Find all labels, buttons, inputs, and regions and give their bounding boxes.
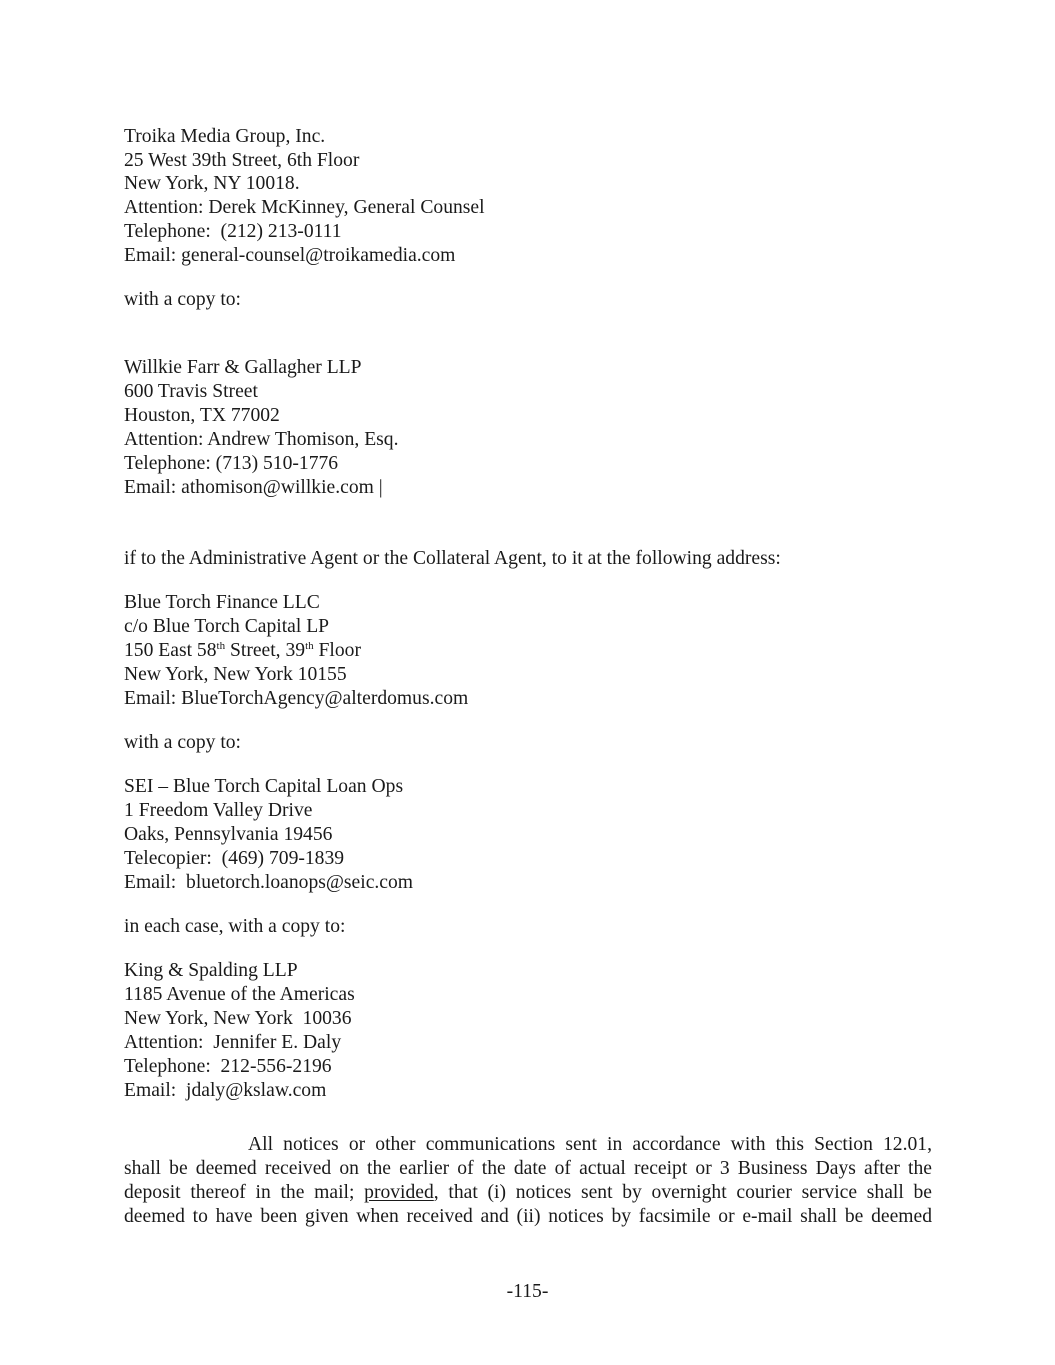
- address-line: Email: jdaly@kslaw.com: [124, 1080, 327, 1101]
- address-line: Email: athomison@willkie.com |: [124, 477, 383, 498]
- copy-label: with a copy to:: [124, 732, 241, 753]
- paragraph-line: deemed to have been given when received and (ii) notices by facsimile or e-mail shall be deemed: [124, 1206, 932, 1227]
- address-line: Oaks, Pennsylvania 19456: [124, 824, 333, 845]
- address-line: New York, New York 10155: [124, 664, 347, 685]
- text: , that (i) notices sent by overnight courier service shall be: [433, 1182, 932, 1203]
- address-line: Email: general-counsel@troikamedia.com: [124, 245, 456, 266]
- superscript: th: [305, 640, 314, 652]
- copy-label: in each case, with a copy to:: [124, 916, 346, 937]
- paragraph-line: [124, 1182, 932, 1204]
- address-line: New York, New York 10036: [124, 1008, 352, 1029]
- address-line: c/o Blue Torch Capital LP: [124, 616, 330, 637]
- address-line: Telephone: (713) 510-1776: [124, 453, 339, 474]
- text: Floor: [313, 640, 361, 661]
- address-line: Attention: Derek McKinney, General Counsel: [124, 197, 485, 218]
- address-line: Troika Media Group, Inc.: [124, 126, 326, 147]
- address-line: Attention: Andrew Thomison, Esq.: [124, 429, 399, 450]
- address-line: [124, 640, 361, 662]
- copy-label: with a copy to:: [124, 289, 241, 310]
- address-line: Telecopier: (469) 709-1839: [124, 848, 345, 869]
- text: deposit thereof in the mail;: [124, 1182, 365, 1203]
- address-line: 25 West 39th Street, 6th Floor: [124, 150, 360, 171]
- address-line: 1 Freedom Valley Drive: [124, 800, 313, 821]
- provided-term: provided: [364, 1182, 434, 1203]
- address-line: Blue Torch Finance LLC: [124, 592, 320, 613]
- text: Street, 39: [225, 640, 306, 661]
- paragraph-line: shall be deemed received on the earlier of the date of actual receipt or 3 Business Days after the: [124, 1158, 932, 1179]
- address-line: King & Spalding LLP: [124, 960, 298, 981]
- address-line: Telephone: 212-556-2196: [124, 1056, 332, 1077]
- address-line: Houston, TX 77002: [124, 405, 280, 426]
- agent-intro: if to the Administrative Agent or the Collateral Agent, to it at the following address:: [124, 548, 781, 569]
- address-line: 1185 Avenue of the Americas: [124, 984, 355, 1005]
- address-line: New York, NY 10018.: [124, 173, 300, 194]
- address-line: SEI – Blue Torch Capital Loan Ops: [124, 776, 404, 797]
- address-line: Email: BlueTorchAgency@alterdomus.com: [124, 688, 469, 709]
- page-number: -115-: [506, 1281, 549, 1302]
- superscript: th: [216, 640, 226, 652]
- address-line: Email: bluetorch.loanops@seic.com: [124, 872, 414, 893]
- text: 150 East 58: [124, 640, 217, 661]
- paragraph-line: All notices or other communications sent in accordance with this Section 12.01,: [248, 1134, 932, 1155]
- address-line: Willkie Farr & Gallagher LLP: [124, 357, 362, 378]
- address-line: Telephone: (212) 213-0111: [124, 221, 342, 242]
- address-line: Attention: Jennifer E. Daly: [124, 1032, 342, 1053]
- address-line: 600 Travis Street: [124, 381, 258, 402]
